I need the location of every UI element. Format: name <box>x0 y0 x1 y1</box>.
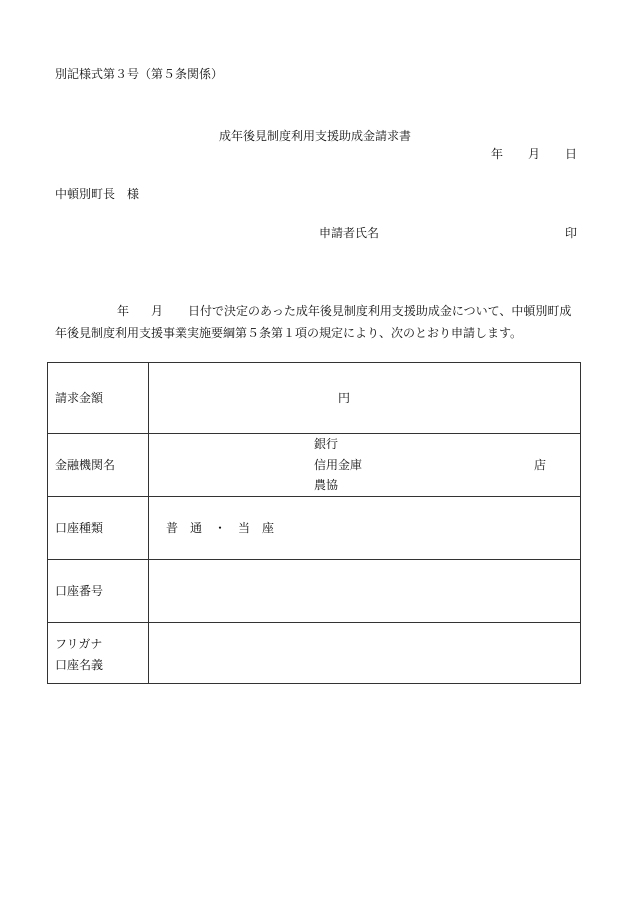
body-month: 月 <box>151 304 164 318</box>
amount-value-field[interactable]: 円 <box>338 391 351 405</box>
account-type-options[interactable]: 普 通 ・ 当 座 <box>166 521 275 535</box>
bank-type-credit-union: 信用金庫 <box>314 458 363 472</box>
account-type-label: 口座種類 <box>55 521 104 535</box>
applicant-name-label: 申請者氏名 <box>319 226 380 240</box>
amount-label: 請求金額 <box>55 391 104 405</box>
account-name-label: 口座名義 <box>55 658 104 672</box>
bank-type-agri-coop: 農協 <box>314 478 339 492</box>
seal-mark: 印 <box>565 226 578 240</box>
bank-type-bank: 銀行 <box>314 437 339 451</box>
body-line1: 日付で決定のあった成年後見制度利用支援助成金について、中頓別町成 <box>188 304 572 318</box>
body-line2: 年後見制度利用支援事業実施要綱第５条第１項の規定により、次のとおり申請します。 <box>55 326 523 340</box>
account-number-label: 口座番号 <box>55 584 104 598</box>
account-number-field[interactable] <box>149 560 580 621</box>
bank-label: 金融機関名 <box>55 458 116 472</box>
request-table <box>47 362 581 684</box>
form-number: 別記様式第３号（第５条関係） <box>55 67 224 81</box>
document-title: 成年後見制度利用支援助成金請求書 <box>219 129 412 143</box>
account-name-kana-label: フリガナ <box>55 637 103 651</box>
body-year: 年 <box>117 304 130 318</box>
date-year: 年 <box>491 147 504 161</box>
date-day: 日 <box>565 147 578 161</box>
account-name-field[interactable] <box>149 623 580 683</box>
date-month: 月 <box>528 147 541 161</box>
table-row-divider <box>48 433 580 434</box>
addressee: 中頓別町長 様 <box>55 187 140 201</box>
bank-branch-field[interactable]: 店 <box>534 458 547 472</box>
table-row-divider <box>48 496 580 497</box>
